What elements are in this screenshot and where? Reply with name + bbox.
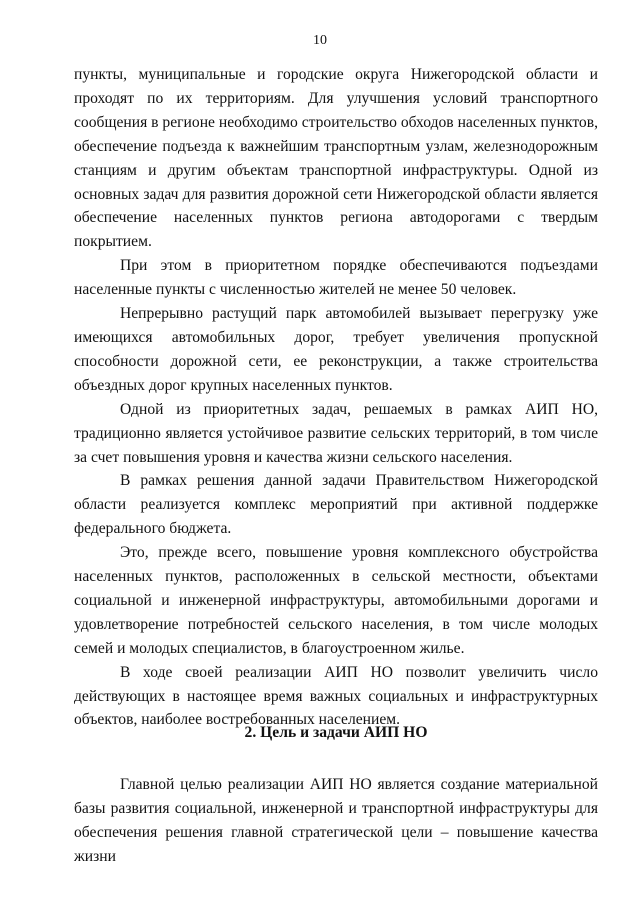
paragraph-7: В ходе своей реализации АИП НО позволит увеличить число действующих в настоящее время важных социальных и инфраструктурных объектов, наиболее востребованных населением. [74,663,598,729]
body-text [74,63,598,732]
page-number: 10 [313,33,327,48]
section-heading: 2. Цель и задачи АИП НО [244,724,428,741]
paragraph-6: Это, прежде всего, повышение уровня комплексного обустройства населенных пунктов, расположенных в сельской местности, объектами социальной и инженерной инфраструктуры, автомобильными дорогами и удовлетворение потребностей сельского населения, в том числе молодых семей и молодых специалистов, в благоустроенном жилье. [74,544,598,657]
section-body [74,773,598,869]
paragraph-5: В рамках решения данной задачи Правительством Нижегородской области реализуется комплекс мероприятий при активной поддержке федерального бюджета. [74,472,598,538]
paragraph-3: Непрерывно растущий парк автомобилей вызывает перегрузку уже имеющихся автомобильных дорог, требует увеличения пропускной способности дорожной сети, ее реконструкции, а также строительства объездных дорог крупных населенных пунктов. [74,305,598,394]
paragraph-4: Одной из приоритетных задач, решаемых в рамках АИП НО, традиционно является устойчивое развитие сельских территорий, в том числе за счет повышения уровня и качества жизни сельского населения. [74,400,598,466]
paragraph-1: пункты, муниципальные и городские округа Нижегородской области и проходят по их территориям. Для улучшения условий транспортного сообщения в регионе необходимо строительство обходов населенных пунктов, обеспечение подъезда к важнейшим транспортным узлам, железнодорожным станциям и другим объектам транспортной инфраструктуры. Одной из основных задач для развития дорожной сети Нижегородской области является обеспечение населенных пунктов региона автодорогами с твердым покрытием. [74,66,598,251]
paragraph-2: При этом в приоритетном порядке обеспечиваются подъездами населенные пункты с численностью жителей не менее 50 человек. [74,257,598,299]
section-paragraph: Главной целью реализации АИП НО является создание материальной базы развития социальной, инженерной и транспортной инфраструктуры для обеспечения решения главной стратегической цели – повышение качества жизни [74,776,598,865]
